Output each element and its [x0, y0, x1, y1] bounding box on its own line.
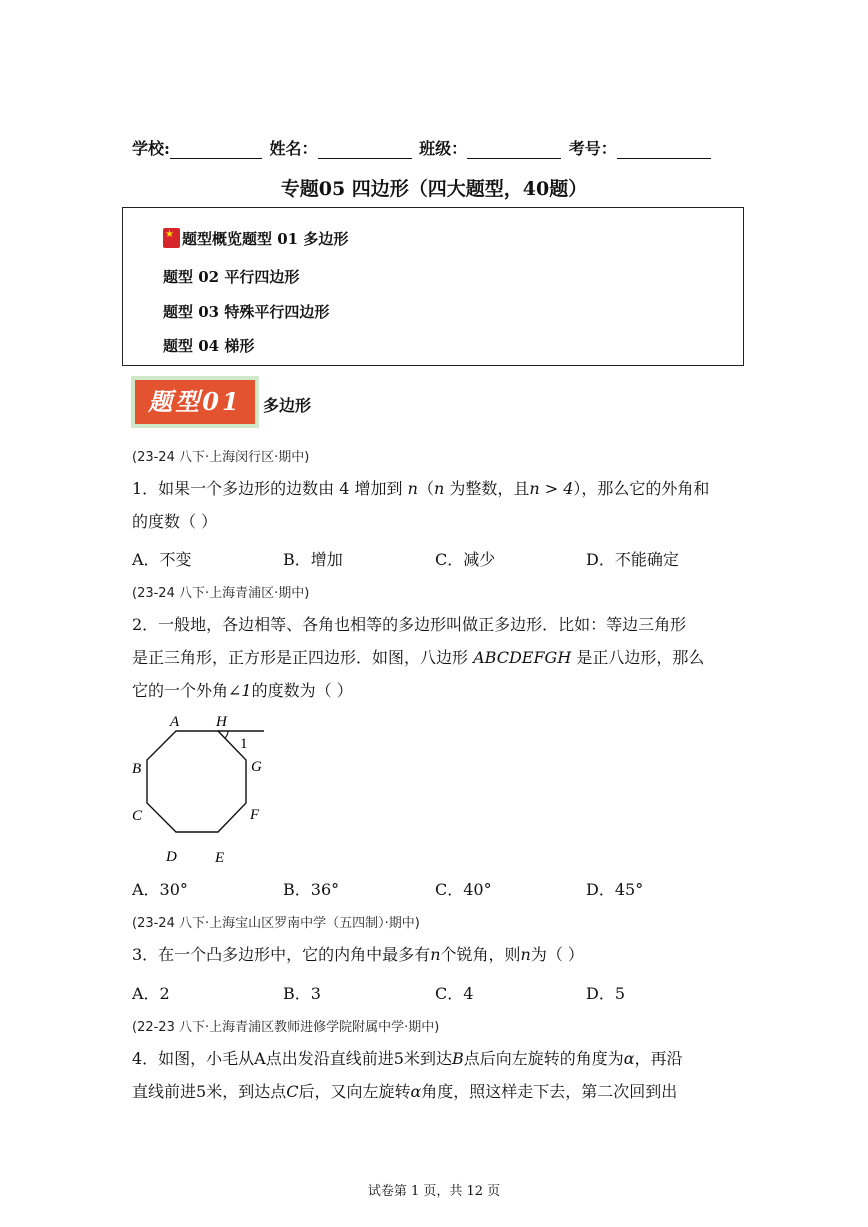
q1-option-c[interactable]: C．减少 — [435, 550, 496, 569]
exam-number-blank[interactable] — [617, 141, 711, 159]
exterior-angle-arc — [225, 731, 228, 738]
q3-option-c[interactable]: C．4 — [435, 984, 474, 1003]
page-footer: 试卷第 1 页，共 12 页 — [367, 1184, 501, 1199]
name-blank[interactable] — [318, 141, 412, 159]
question-2 — [132, 608, 742, 707]
toc-item-type04[interactable]: 题型 04 梯形 — [163, 337, 255, 355]
q3-option-a[interactable]: A．2 — [132, 984, 170, 1003]
question-4-source: (22-23 八下·上海青浦区教师进修学院附属中学·期中) — [132, 1020, 440, 1035]
school-label: 学校: — [132, 139, 170, 158]
label-c: C — [132, 808, 143, 824]
question-3-line-1: 3．在一个凸多边形中，它的内角中最多有n个锐角，则n为（ ） — [132, 945, 584, 964]
question-2-line-3: 它的一个外角∠1的度数为（ ） — [132, 681, 353, 700]
label-g: G — [251, 759, 262, 775]
question-2-line-1: 2．一般地，各边相等、各角也相等的多边形叫做正多边形．比如：等边三角形 — [132, 615, 687, 634]
q3-option-b[interactable]: B．3 — [283, 984, 321, 1003]
label-f: F — [250, 807, 260, 823]
question-1-line-1: 1．如果一个多边形的边数由 4 增加到 n（n 为整数，且n > 4），那么它的外角和 — [132, 479, 710, 498]
label-angle-1: 1 — [240, 736, 248, 752]
octagon-shape — [147, 731, 246, 832]
question-3-source: (23-24 八下·上海宝山区罗南中学（五四制）·期中) — [132, 916, 420, 931]
question-2-line-2: 是正三角形，正方形是正四边形．如图，八边形 ABCDEFGH 是正八边形，那么 — [132, 648, 705, 667]
school-blank[interactable] — [170, 141, 262, 159]
name-label: 姓名： — [269, 139, 318, 158]
student-info-row — [132, 136, 732, 158]
q2-option-d[interactable]: D．45° — [586, 880, 644, 899]
section-label: 多边形 — [263, 396, 312, 415]
q3-option-d[interactable]: D．5 — [586, 984, 626, 1003]
question-1 — [132, 472, 742, 538]
question-4-line-1: 4．如图，小毛从A点出发沿直线前进5米到达B点后向左旋转的角度为α，再沿 — [132, 1049, 683, 1068]
book-icon — [163, 228, 180, 248]
q2-option-a[interactable]: A．30° — [132, 880, 188, 899]
q1-option-d[interactable]: D．不能确定 — [586, 550, 679, 569]
page-title: 专题05 四边形（四大题型，40题） — [280, 178, 588, 200]
question-2-source: (23-24 八下·上海青浦区·期中) — [132, 586, 310, 601]
exam-number-label: 考号： — [568, 139, 617, 158]
q2-option-b[interactable]: B．36° — [283, 880, 340, 899]
section-badge — [131, 376, 259, 428]
question-1-line-2: 的度数（ ） — [132, 512, 218, 531]
section-badge-text: 题型01 — [135, 380, 255, 424]
overview-label: 题型概览 — [182, 230, 243, 248]
q2-option-c[interactable]: C．40° — [435, 880, 492, 899]
octagon-figure — [128, 710, 278, 870]
question-type-overview — [122, 207, 744, 366]
label-d: D — [166, 849, 177, 865]
toc-item-type03[interactable]: 题型 03 特殊平行四边形 — [163, 303, 330, 321]
question-3 — [132, 938, 742, 971]
q1-option-b[interactable]: B．增加 — [283, 550, 343, 569]
class-blank[interactable] — [467, 141, 561, 159]
label-b: B — [132, 761, 142, 777]
label-h: H — [216, 714, 227, 730]
toc-item-type02[interactable]: 题型 02 平行四边形 — [163, 268, 300, 286]
toc-item-type01[interactable]: 题型 01 多边形 — [242, 230, 349, 248]
toc-first-row — [163, 228, 348, 249]
label-e: E — [215, 850, 225, 866]
label-a: A — [170, 714, 180, 730]
question-4-line-2: 直线前进5米，到达点C后，又向左旋转α角度，照这样走下去，第二次回到出 — [132, 1082, 678, 1101]
question-1-source: (23-24 八下·上海闵行区·期中) — [132, 450, 310, 465]
q1-option-a[interactable]: A．不变 — [132, 550, 192, 569]
question-4 — [132, 1042, 742, 1108]
class-label: 班级： — [419, 139, 468, 158]
